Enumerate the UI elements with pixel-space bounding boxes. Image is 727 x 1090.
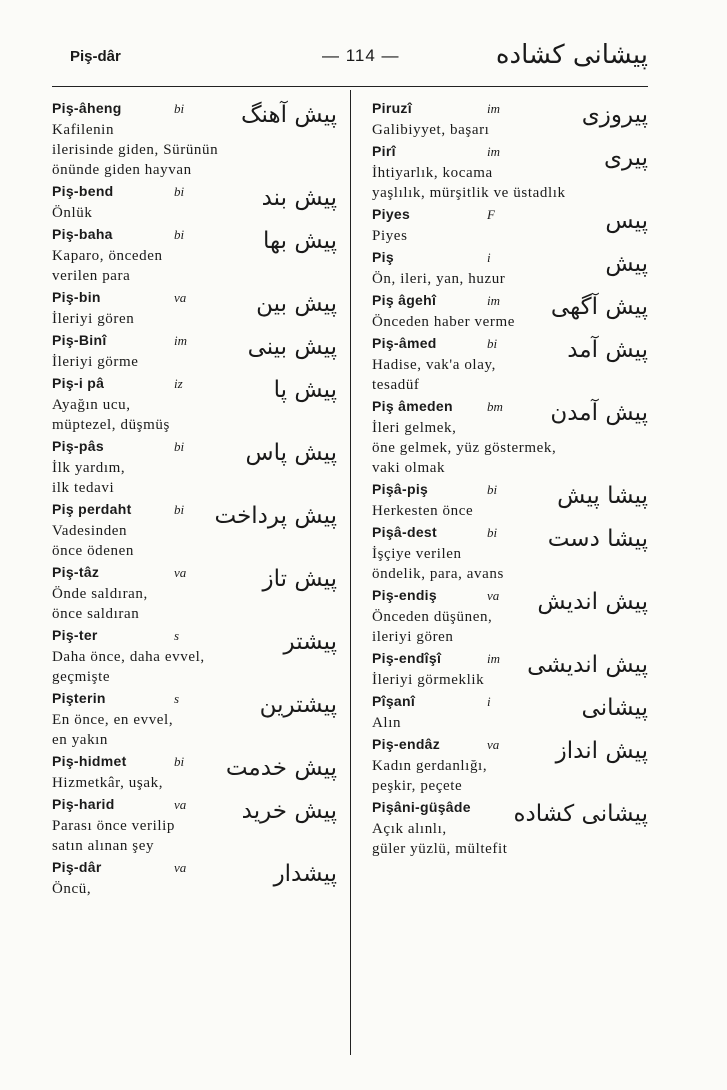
dictionary-entry xyxy=(372,587,648,647)
dictionary-entry xyxy=(372,292,648,332)
headword: Pirî xyxy=(372,143,396,159)
arabic-script: پیش اندیش xyxy=(537,589,648,615)
entry-head xyxy=(372,693,648,721)
dictionary-entry xyxy=(372,799,648,859)
entry-head xyxy=(52,859,337,887)
entry-head xyxy=(372,736,648,764)
headword: Pişterin xyxy=(52,690,106,706)
part-of-speech: im xyxy=(487,101,500,116)
dictionary-entry xyxy=(372,736,648,796)
headword: Piş xyxy=(372,249,394,265)
entry-head xyxy=(372,206,648,234)
entry-head xyxy=(372,335,648,363)
dictionary-entry xyxy=(52,796,337,856)
header-rule xyxy=(52,86,648,87)
dictionary-entry xyxy=(52,753,337,793)
arabic-script: پیش پرداخت xyxy=(214,503,337,529)
part-of-speech: bi xyxy=(174,754,185,769)
arabic-script: پیس xyxy=(605,208,648,234)
arabic-script: پیش آگهی xyxy=(550,294,648,320)
arabic-script: پیش پاس xyxy=(245,440,337,466)
entry-head xyxy=(52,375,337,403)
part-of-speech: va xyxy=(174,860,187,875)
dictionary-entry xyxy=(372,143,648,203)
right-column xyxy=(372,100,648,862)
headword: Piş âmeden xyxy=(372,398,453,414)
dictionary-entry xyxy=(52,627,337,687)
entry-head xyxy=(52,226,337,254)
headword: Pişâ-dest xyxy=(372,524,437,540)
arabic-script: پیش خرید xyxy=(241,798,337,824)
arabic-script: پیشتر xyxy=(283,629,337,655)
definition: En önce, en evvel, en yakın xyxy=(52,712,174,748)
definition: Daha önce, daha evvel, geçmişte xyxy=(52,649,205,685)
left-column xyxy=(52,100,337,902)
part-of-speech: i xyxy=(487,694,491,709)
definition: İleri gelmek, öne gelmek, yüz göstermek, vaki olmak xyxy=(372,420,557,476)
definition: Kadın gerdanlığı, peşkir, peçete xyxy=(372,758,488,794)
headword: Piş-endîşî xyxy=(372,650,442,666)
arabic-script: پیشا دست xyxy=(547,526,648,552)
arabic-script: پیش آمد xyxy=(567,337,648,363)
part-of-speech: s xyxy=(174,628,180,643)
arabic-script: پیش پا xyxy=(273,377,337,403)
arabic-script: پیشانی xyxy=(581,695,648,721)
headword: Piş âgehî xyxy=(372,292,437,308)
headword: Piş-endâz xyxy=(372,736,441,752)
headword: Piş-endiş xyxy=(372,587,437,603)
arabic-script: پیش خدمت xyxy=(225,755,337,781)
definition: Piyes xyxy=(372,228,408,244)
dictionary-entry xyxy=(372,100,648,140)
column-divider xyxy=(350,90,351,1055)
entry-head xyxy=(52,627,337,655)
definition: İleriyi gören xyxy=(52,311,135,327)
headword: Piş-harid xyxy=(52,796,115,812)
headword: Piş-âmed xyxy=(372,335,437,351)
entry-head xyxy=(372,292,648,320)
part-of-speech: F xyxy=(487,207,495,222)
definition: Önde saldıran, önce saldıran xyxy=(52,586,148,622)
arabic-script: پیشا پیش xyxy=(557,483,648,509)
headword: Piş-i pâ xyxy=(52,375,105,391)
headword: Pîşanî xyxy=(372,693,416,709)
entry-head xyxy=(52,564,337,592)
part-of-speech: im xyxy=(487,144,500,159)
part-of-speech: bi xyxy=(487,336,498,351)
definition: Hizmetkâr, uşak, xyxy=(52,775,164,791)
part-of-speech: s xyxy=(174,691,180,706)
dictionary-entry xyxy=(372,249,648,289)
part-of-speech: va xyxy=(174,290,187,305)
dictionary-entry xyxy=(52,438,337,498)
definition: Parası önce verilip satın alınan şey xyxy=(52,818,176,854)
entry-head xyxy=(52,501,337,529)
arabic-script: پیش انداز xyxy=(555,738,648,764)
running-head-arabic: پیشانی کشاده xyxy=(495,40,648,70)
arabic-script: پیشدار xyxy=(273,861,337,887)
entry-head xyxy=(52,438,337,466)
part-of-speech: bi xyxy=(174,101,185,116)
headword: Piruzî xyxy=(372,100,412,116)
definition: Önceden haber verme xyxy=(372,314,515,330)
headword: Piş-Binî xyxy=(52,332,107,348)
dictionary-entry xyxy=(372,481,648,521)
arabic-script: پیشانی کشاده xyxy=(513,801,648,827)
arabic-script: پیش بند xyxy=(261,185,337,211)
entry-head xyxy=(52,796,337,824)
arabic-script: پیشترین xyxy=(259,692,337,718)
arabic-script: پیش آهنگ xyxy=(240,102,337,128)
dictionary-entry xyxy=(52,859,337,899)
part-of-speech: va xyxy=(487,588,500,603)
part-of-speech: va xyxy=(174,797,187,812)
arabic-script: پیش xyxy=(605,251,648,277)
dictionary-entry xyxy=(52,183,337,223)
part-of-speech: bi xyxy=(487,482,498,497)
dictionary-entry xyxy=(52,501,337,561)
definition: Önceden düşünen, ileriyi gören xyxy=(372,609,493,645)
running-head-left: Piş-dâr xyxy=(70,48,121,65)
arabic-script: پیش تاز xyxy=(262,566,337,592)
arabic-script: پیروزی xyxy=(581,102,648,128)
dictionary-entry xyxy=(52,564,337,624)
definition: İşçiye verilen öndelik, para, avans xyxy=(372,546,504,582)
arabic-script: پیش بین xyxy=(256,291,337,317)
definition: Öncü, xyxy=(52,881,92,897)
dictionary-entry xyxy=(372,206,648,246)
dictionary-entry xyxy=(52,289,337,329)
entry-head xyxy=(372,143,648,171)
definition: Galibiyyet, başarı xyxy=(372,122,490,138)
entry-head xyxy=(372,100,648,128)
dictionary-entry xyxy=(372,693,648,733)
entry-head xyxy=(52,690,337,718)
headword: Pişâ-piş xyxy=(372,481,429,497)
part-of-speech: im xyxy=(174,333,187,348)
entry-head xyxy=(52,332,337,360)
dictionary-entry xyxy=(372,335,648,395)
entry-head xyxy=(372,481,648,509)
headword: Piş-âheng xyxy=(52,100,122,116)
dictionary-entry xyxy=(372,650,648,690)
dictionary-entry xyxy=(52,100,337,180)
part-of-speech: bi xyxy=(174,502,185,517)
definition: Önlük xyxy=(52,205,93,221)
definition: Açık alınlı, güler yüzlü, mültefit xyxy=(372,821,508,857)
arabic-script: پیش آمدن xyxy=(550,400,648,426)
dictionary-entry xyxy=(52,690,337,750)
definition: Hadise, vak'a olay, tesadüf xyxy=(372,357,496,393)
definition: Vadesinden önce ödenen xyxy=(52,523,134,559)
part-of-speech: bi xyxy=(174,227,185,242)
part-of-speech: bi xyxy=(487,525,498,540)
definition: İhtiyarlık, kocama yaşlılık, mürşitlik ve üstadlık xyxy=(372,165,566,201)
headword: Piş-ter xyxy=(52,627,98,643)
arabic-script: پیش اندیشی xyxy=(527,652,648,678)
entry-head xyxy=(372,524,648,552)
entry-head xyxy=(372,650,648,678)
headword: Piş-tâz xyxy=(52,564,100,580)
part-of-speech: iz xyxy=(174,376,183,391)
headword: Piş-baha xyxy=(52,226,113,242)
dictionary-entry xyxy=(52,375,337,435)
headword: Piş-dâr xyxy=(52,859,102,875)
part-of-speech: i xyxy=(487,250,491,265)
definition: Ön, ileri, yan, huzur xyxy=(372,271,506,287)
entry-head xyxy=(52,100,337,128)
headword: Piş-hidmet xyxy=(52,753,127,769)
definition: Alın xyxy=(372,715,402,731)
entry-head xyxy=(372,398,648,426)
headword: Piyes xyxy=(372,206,411,222)
entry-head xyxy=(372,799,648,827)
arabic-script: پیش بها xyxy=(263,228,337,254)
part-of-speech: im xyxy=(487,293,500,308)
definition: Kafilenin ilerisinde giden, Sürünün önünde giden hayvan xyxy=(52,122,219,178)
part-of-speech: bi xyxy=(174,439,185,454)
definition: Ayağın ucu, müptezel, düşmüş xyxy=(52,397,170,433)
headword: Piş-bend xyxy=(52,183,114,199)
dictionary-entry xyxy=(372,398,648,478)
part-of-speech: bm xyxy=(487,399,503,414)
definition: Herkesten önce xyxy=(372,503,474,519)
entry-head xyxy=(372,587,648,615)
part-of-speech: va xyxy=(487,737,500,752)
page-number: — 114 — xyxy=(322,46,400,65)
dictionary-entry xyxy=(372,524,648,584)
arabic-script: پیش بینی xyxy=(247,334,337,360)
definition: İlk yardım, ilk tedavi xyxy=(52,460,126,496)
headword: Pişâni-güşâde xyxy=(372,799,471,815)
headword: Piş perdaht xyxy=(52,501,132,517)
page-header xyxy=(52,40,648,84)
entry-head xyxy=(52,183,337,211)
arabic-script: پیری xyxy=(603,145,648,171)
headword: Piş-pâs xyxy=(52,438,104,454)
definition: İleriyi görmeklik xyxy=(372,672,485,688)
dictionary-entry xyxy=(52,332,337,372)
entry-head xyxy=(372,249,648,277)
entry-head xyxy=(52,753,337,781)
entry-head xyxy=(52,289,337,317)
part-of-speech: bi xyxy=(174,184,185,199)
headword: Piş-bin xyxy=(52,289,101,305)
definition: İleriyi görme xyxy=(52,354,139,370)
dictionary-entry xyxy=(52,226,337,286)
part-of-speech: va xyxy=(174,565,187,580)
definition: Kaparo, önceden verilen para xyxy=(52,248,163,284)
part-of-speech: im xyxy=(487,651,500,666)
